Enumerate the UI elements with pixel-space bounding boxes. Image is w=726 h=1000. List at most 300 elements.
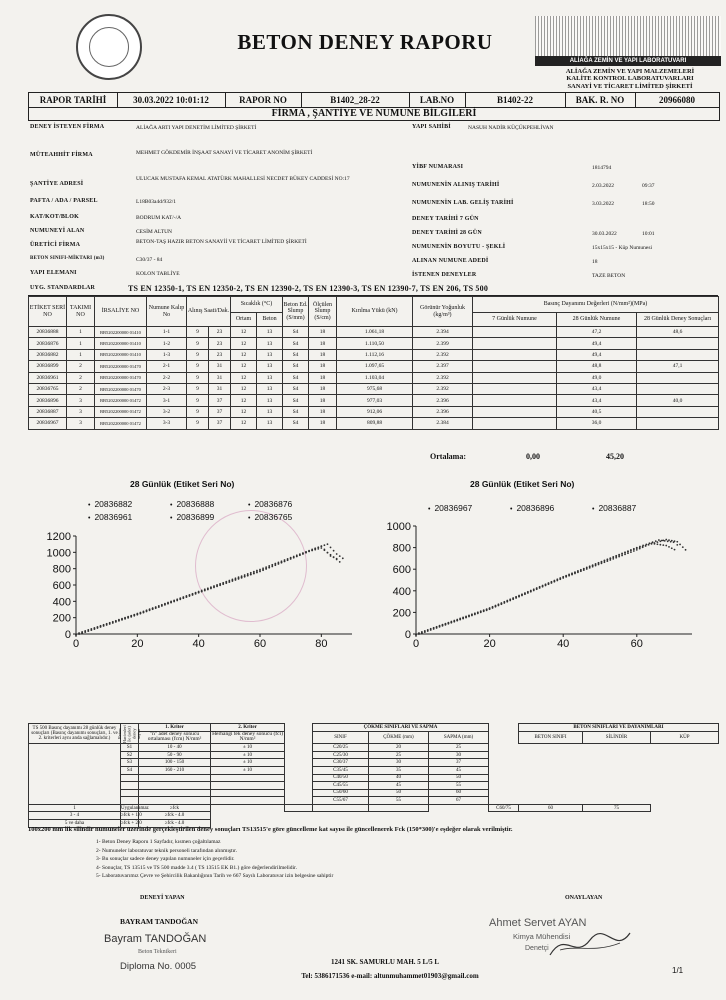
chart2-point — [424, 631, 426, 633]
empty — [211, 782, 285, 790]
cell-olc: 18 — [309, 327, 337, 338]
cell-yuk: 1.103,04 — [337, 372, 413, 383]
chart1-point — [115, 621, 117, 623]
chart2-point — [571, 574, 573, 576]
cell-ed: S4 — [283, 406, 309, 417]
empty — [121, 797, 139, 805]
chart1-point — [158, 606, 160, 608]
cell-yog: 2.392 — [413, 372, 473, 383]
gelis-time: 18:50 — [642, 201, 655, 207]
bak-no: 20966080 — [659, 95, 695, 105]
table-row — [29, 406, 719, 417]
cell-sonuc: 48,6 — [637, 327, 719, 338]
report-no: B1402_28-22 — [301, 93, 410, 107]
santiye-value: ULUCAK MUSTAFA KEMAL ATATÜRK MAHALLESİ NECDET BÜKEY CADDESİ NO:17 — [136, 176, 350, 182]
chart1-point — [278, 563, 280, 565]
beton-title: BETON SINIFLARI VE DAYANIMLARI — [519, 724, 719, 732]
cell-ortam: 12 — [231, 361, 257, 372]
chart2-point — [430, 629, 432, 631]
chart2-point — [559, 578, 561, 580]
beton-kup: 55 — [429, 782, 489, 790]
empty — [121, 774, 139, 782]
chart2-point — [527, 592, 529, 594]
cell-ortam: 12 — [231, 418, 257, 429]
criteria-row — [29, 766, 719, 774]
cell-sonuc — [637, 338, 719, 349]
chart1-point — [342, 557, 344, 559]
th-alinis: Alınış Saati/Dak. — [187, 297, 231, 327]
criteria-vertical-label: Beton Hacimleri ile (adet) deney sayısı — [116, 724, 141, 743]
chart1-point — [308, 551, 310, 553]
cell-yuk: 977,03 — [337, 395, 413, 406]
cell-saat: 9 — [187, 327, 209, 338]
chart1-x-tick-label: 0 — [72, 638, 80, 650]
notes-list — [96, 838, 656, 881]
left-sig-name: BAYRAM TANDOĞAN — [120, 917, 198, 926]
chart1-point — [241, 577, 243, 579]
chart1-x-tick-label: 20 — [131, 638, 144, 650]
cell-dak: 23 — [209, 349, 231, 360]
eleman-value: KOLON TABLİYE — [136, 271, 180, 277]
beton-sinif: C20/25 — [313, 744, 369, 752]
adet-label: ALINAN NUMUNE ADEDİ — [412, 258, 489, 264]
criteria-row — [29, 744, 719, 752]
beton-kup: 45 — [429, 766, 489, 774]
cell-ed: S4 — [283, 349, 309, 360]
cell-g7 — [473, 372, 557, 383]
chart1-point — [195, 593, 197, 595]
right-stamp-role: Kimya Mühendisi — [513, 932, 571, 941]
beton-head-1: SİLİNDİR — [583, 731, 651, 744]
cell-etiket: 20836888 — [29, 327, 67, 338]
cell-kalip: 3-3 — [147, 418, 187, 429]
chart2-point — [480, 611, 482, 613]
beton-silindir: 40 — [369, 774, 429, 782]
chart1-y-tick-label: 600 — [52, 580, 71, 592]
cell-irsaliye: BB5202200000 01410 — [95, 338, 147, 349]
table-row — [29, 361, 719, 372]
chart1-point — [311, 549, 313, 551]
cell-g7 — [473, 406, 557, 417]
cell-g28: 47,2 — [557, 327, 637, 338]
cell-olc: 18 — [309, 418, 337, 429]
chart1-point — [143, 612, 145, 614]
chart2-y-tick-label: 0 — [404, 629, 411, 641]
eleman-label: YAPI ELEMANI — [30, 270, 77, 276]
beton-sinif: C40/50 — [313, 774, 369, 782]
cell-irsaliye: BB5202200000 01410 — [95, 349, 147, 360]
table-row — [29, 349, 719, 360]
cell-kalip: 2-3 — [147, 383, 187, 394]
cokme-sinif: S4 — [121, 766, 139, 774]
cell-ortam: 12 — [231, 327, 257, 338]
gelis-value: 3.03.2022 — [592, 201, 614, 207]
chart2-y-tick-label: 600 — [392, 564, 411, 577]
table-row — [29, 327, 719, 338]
empty — [211, 797, 285, 805]
beton-silindir: 35 — [369, 766, 429, 774]
empty — [121, 789, 139, 797]
report-date: 30.03.2022 10:01:12 — [117, 93, 226, 107]
chart1-point — [176, 600, 178, 602]
cell-takim: 3 — [67, 395, 95, 406]
cell-ortam: 12 — [231, 395, 257, 406]
standards-label: UYG. STANDARDLAR — [30, 285, 96, 291]
numuneyi-alan-value: CESİM ALTUN — [136, 229, 173, 235]
report-date-label: RAPOR TARİHİ — [29, 93, 118, 107]
chart1-y-tick-label: 400 — [52, 596, 71, 609]
criteria-k1: ≥fck + 1.0 — [121, 813, 142, 819]
chart1-point — [124, 618, 126, 620]
chart2-point — [645, 545, 647, 547]
chart1-point — [90, 629, 92, 631]
kat-label: KAT/KOT/BLOK — [30, 214, 79, 220]
beton-kup: 60 — [429, 789, 489, 797]
chart1-legend-3: • 20836961 — [88, 512, 133, 522]
chart2-point — [662, 540, 664, 542]
beton-silindir: 55 — [369, 797, 429, 805]
cell-sonuc — [637, 383, 719, 394]
table-row — [29, 383, 719, 394]
sinif-value: C30/37 - 84 — [136, 257, 163, 263]
chart1-point — [155, 607, 157, 609]
k2-title: 2. Kriter — [211, 724, 285, 732]
chart1-point — [81, 632, 83, 634]
chart2-point — [498, 605, 500, 607]
cell-olc: 18 — [309, 406, 337, 417]
chart2-point — [658, 539, 660, 541]
criteria-k2: ≥fck — [139, 804, 211, 812]
chart1-point — [97, 627, 99, 629]
signature-scribble — [545, 925, 635, 965]
chart1-y-tick-label: 0 — [64, 629, 71, 641]
chart1-point — [216, 585, 218, 587]
report-meta-row — [28, 92, 720, 108]
chart2-y-tick-label: 400 — [392, 585, 411, 598]
cell-dak: 37 — [209, 418, 231, 429]
k1-title: 1. Kriter — [139, 724, 211, 732]
chart2-point — [562, 577, 564, 579]
chart2-x-tick-label: 60 — [630, 638, 643, 650]
standards-value: TS EN 12350-1, TS EN 12350-2, TS EN 12390-2, TS EN 12390-3, TS EN 12390-7, TS EN 206, TS 500 — [128, 284, 489, 293]
chart2-point — [598, 564, 600, 566]
chart2-y-tick-label: 1000 — [386, 521, 411, 533]
alinis-time: 09:37 — [642, 183, 655, 189]
cell-g28: 49,4 — [557, 349, 637, 360]
chart1-point — [330, 547, 332, 549]
chart2-point — [601, 562, 603, 564]
chart1-point — [207, 589, 209, 591]
chart1-point — [179, 598, 181, 600]
cell-irsaliye: BB5202200000 01470 — [95, 372, 147, 383]
cell-sonuc — [637, 372, 719, 383]
criteria-section — [28, 723, 718, 828]
yapi-sahibi-label: YAPI SAHİBİ — [412, 124, 451, 130]
cell-sonuc — [637, 418, 719, 429]
cell-saat: 9 — [187, 361, 209, 372]
cell-ed: S4 — [283, 395, 309, 406]
chart2-point — [553, 581, 555, 583]
chart1-point — [317, 547, 319, 549]
chart1-point — [136, 614, 138, 616]
chart1-point — [189, 595, 191, 597]
cell-olc: 18 — [309, 372, 337, 383]
chart2-point — [639, 548, 641, 550]
right-stamp-name: Ahmet Servet AYAN — [489, 917, 587, 929]
pafta-label: PAFTA / ADA / PARSEL — [30, 198, 98, 204]
th-7gun: 7 Günlük Numune — [473, 313, 557, 327]
chart1-point — [127, 617, 129, 619]
chart1-point — [146, 611, 148, 613]
th-yogunluk: Görünür Yoğunluk (kg/m³) — [413, 297, 473, 327]
chart2-point — [668, 539, 670, 541]
empty — [369, 804, 429, 812]
criteria-k1: Uygulanamaz — [121, 805, 149, 811]
chart1-point — [186, 596, 188, 598]
chart1-point — [213, 587, 215, 589]
empty — [285, 804, 313, 812]
cell-etiket: 20836961 — [29, 372, 67, 383]
cell-beton: 13 — [257, 383, 283, 394]
cell-yog: 2.396 — [413, 406, 473, 417]
chart2-point — [676, 541, 678, 543]
criteria-n: 1 — [29, 804, 121, 812]
cokme-mm: 50 - 90 — [139, 751, 211, 759]
chart2-point — [530, 591, 532, 593]
chart1-point — [330, 555, 332, 557]
adet-value: 18 — [592, 259, 598, 265]
chart2-x-tick-label: 40 — [557, 638, 570, 650]
chart1-point — [262, 569, 264, 571]
criteria-row — [29, 804, 719, 812]
cell-saat: 9 — [187, 338, 209, 349]
cell-g28: 49,4 — [557, 338, 637, 349]
chart2-point — [465, 617, 467, 619]
chart1-point — [281, 562, 283, 564]
chart2-point — [633, 550, 635, 552]
chart2-legend-0: • 20836967 — [428, 503, 473, 513]
chart1-point — [94, 628, 96, 630]
cell-beton: 13 — [257, 418, 283, 429]
ministry-logo — [76, 14, 142, 80]
info-block — [28, 120, 718, 295]
cell-olc: 18 — [309, 338, 337, 349]
cell-saat: 9 — [187, 349, 209, 360]
empty — [139, 782, 211, 790]
chart1-point — [302, 553, 304, 555]
spacer — [285, 759, 313, 767]
chart1-point — [268, 567, 270, 569]
cell-yuk: 1.112,16 — [337, 349, 413, 360]
chart1-point — [290, 558, 292, 560]
chart2-point — [524, 593, 526, 595]
pafta-value: L18B03a4d/932/1 — [136, 199, 177, 205]
chart2-point — [624, 553, 626, 555]
note-item: 1- Beton Deney Raporu 1 Sayfadır, kısmen çoğaltılamaz — [96, 839, 221, 845]
chart2-point — [633, 548, 635, 550]
th-28gun: 28 Günlük Numune — [557, 313, 637, 327]
chart2-point — [442, 625, 444, 627]
chart2-point — [674, 540, 676, 542]
spacer — [29, 789, 121, 797]
spacer — [29, 797, 121, 805]
footer-address: 1241 SK. SAMURLU MAH. 5 L/5 L — [330, 958, 440, 966]
chart2-point — [551, 582, 553, 584]
chart2-x-tick-label: 0 — [412, 638, 420, 650]
numuneyi-alan-label: NUMUNEYİ ALAN — [30, 228, 85, 234]
chart1-point — [320, 547, 322, 549]
criteria-row — [29, 797, 719, 805]
chart2-point — [456, 620, 458, 622]
cokme-title: ÇÖKME SINIFLARI VE SAPMA — [313, 724, 489, 732]
beton-silindir: 60 — [519, 804, 583, 812]
cell-yog: 2.399 — [413, 338, 473, 349]
th-ed-slump: Beton Ed. Slump (S/mm) — [283, 297, 309, 327]
empty — [139, 789, 211, 797]
chart1-point — [327, 552, 329, 554]
beton-kup: 75 — [583, 804, 651, 812]
spacer — [285, 751, 313, 759]
chart2-point — [595, 565, 597, 567]
cell-yog: 2.384 — [413, 418, 473, 429]
chart1-point — [140, 613, 142, 615]
cell-beton: 13 — [257, 361, 283, 372]
chart2-title: 28 Günlük (Etiket Seri No) — [470, 479, 575, 489]
cell-etiket: 20836765 — [29, 383, 67, 394]
chart1-point — [109, 623, 111, 625]
chart2-point — [574, 573, 576, 575]
k2-head: Herhangi tek deney sonucu (fci) N/mm² — [212, 730, 283, 743]
chart1-point — [320, 545, 322, 547]
boyut-value: 15x15x15 - Küp Numunesi — [592, 245, 653, 251]
chart2-point — [415, 634, 417, 636]
chart1-point — [305, 552, 307, 554]
spacer — [29, 782, 121, 790]
chart1-point — [198, 592, 200, 594]
chart1-point — [314, 548, 316, 550]
cell-dak: 23 — [209, 327, 231, 338]
empty — [211, 789, 285, 797]
chart1-point — [75, 634, 77, 636]
cokme-sinif: S2 — [121, 751, 139, 759]
chart1-point — [204, 590, 206, 592]
chart2-point — [589, 567, 591, 569]
cokme-mm: 100 - 150 — [139, 759, 211, 767]
chart2-point — [642, 546, 644, 548]
chart1-point — [130, 616, 132, 618]
chart2-point — [483, 610, 485, 612]
cell-g7 — [473, 338, 557, 349]
chart2-point — [636, 547, 638, 549]
cell-kalip: 3-1 — [147, 395, 187, 406]
spacer — [285, 766, 313, 774]
chart2-point — [533, 590, 535, 592]
cell-yog: 2.394 — [413, 327, 473, 338]
cell-beton: 13 — [257, 406, 283, 417]
beton-silindir: 50 — [369, 789, 429, 797]
criteria-k1: ≥fck + 2.0 — [121, 820, 142, 826]
spacer — [285, 774, 313, 782]
beton-silindir: 20 — [369, 744, 429, 752]
firma-value: ALİAĞA ARTI YAPI DENETİM LİMİTED ŞİRKETİ — [136, 125, 257, 131]
chart2-point — [627, 551, 629, 553]
spacer — [285, 797, 313, 805]
cokme-sapma: ± 10 — [211, 751, 285, 759]
chart2-point — [659, 544, 661, 546]
alinis-label: NUMUNENİN ALINIŞ TARİHİ — [412, 182, 500, 188]
cell-takim: 1 — [67, 338, 95, 349]
spacer — [29, 774, 121, 782]
cell-yuk: 1.097,65 — [337, 361, 413, 372]
th-ortam: Ortam — [231, 313, 257, 327]
chart2-point — [492, 607, 494, 609]
chart1-point — [339, 561, 341, 563]
muteahhit-value: MEHMET GÖKDEMİR İNŞAAT SANAYİ VE TİCARET ANONİM ŞİRKETİ — [136, 150, 313, 156]
criteria-k2: ≥fck - 4.0 — [139, 820, 211, 828]
beton-kup: 25 — [429, 744, 489, 752]
cell-sonuc — [637, 406, 719, 417]
chart1-point — [287, 559, 289, 561]
cell-dak: 23 — [209, 338, 231, 349]
chart1-y-tick-label: 800 — [52, 563, 71, 576]
yapi-sahibi-value: NASUH NADİR KÜÇÜKPEHLİVAN — [468, 125, 554, 131]
chart2-point — [536, 588, 538, 590]
cell-takim: 3 — [67, 418, 95, 429]
chart2-point — [618, 556, 620, 558]
chart1-legend-1: • 20836888 — [170, 499, 215, 509]
page-title: BETON DENEY RAPORU — [237, 30, 493, 54]
chart1-point — [225, 582, 227, 584]
chart1-point — [327, 543, 329, 545]
chart1-point — [152, 608, 154, 610]
cell-takim: 2 — [67, 383, 95, 394]
cell-g28: 43,4 — [557, 383, 637, 394]
chart2-point — [679, 544, 681, 546]
chart1-point — [167, 603, 169, 605]
chart2-point — [545, 585, 547, 587]
cokme-sinif: S3 — [121, 759, 139, 767]
chart2-legend-2: • 20836887 — [592, 503, 637, 513]
empty — [211, 774, 285, 782]
chart2-point — [676, 544, 678, 546]
report-no-label: RAPOR NO — [225, 93, 302, 107]
chart2-point — [621, 555, 623, 557]
cokme-mm: 160 - 210 — [139, 766, 211, 774]
istenen-value: TAZE BETON — [592, 273, 626, 279]
th-takim: TAKIMI NO — [67, 297, 95, 327]
chart2-point — [427, 630, 429, 632]
chart2-point — [674, 549, 676, 551]
average-28: 45,20 — [606, 452, 624, 461]
th-yuk: Kırılma Yükü (kN) — [337, 297, 413, 327]
chart2-point — [651, 543, 653, 545]
cell-takim: 2 — [67, 372, 95, 383]
chart2-point — [580, 570, 582, 572]
chart2-point — [630, 551, 632, 553]
chart1-y-tick-label: 1000 — [46, 547, 71, 560]
cell-g28: 40,5 — [557, 406, 637, 417]
spacer — [211, 804, 285, 812]
cell-g7 — [473, 349, 557, 360]
chart2-point — [682, 546, 684, 548]
chart2-point — [486, 609, 488, 611]
spacer — [29, 766, 121, 774]
criteria-row — [29, 789, 719, 797]
beton-sinif: C60/75 — [489, 804, 519, 812]
chart2-point — [583, 569, 585, 571]
criteria-row — [29, 774, 719, 782]
cell-irsaliye: BB5202200000 01410 — [95, 327, 147, 338]
